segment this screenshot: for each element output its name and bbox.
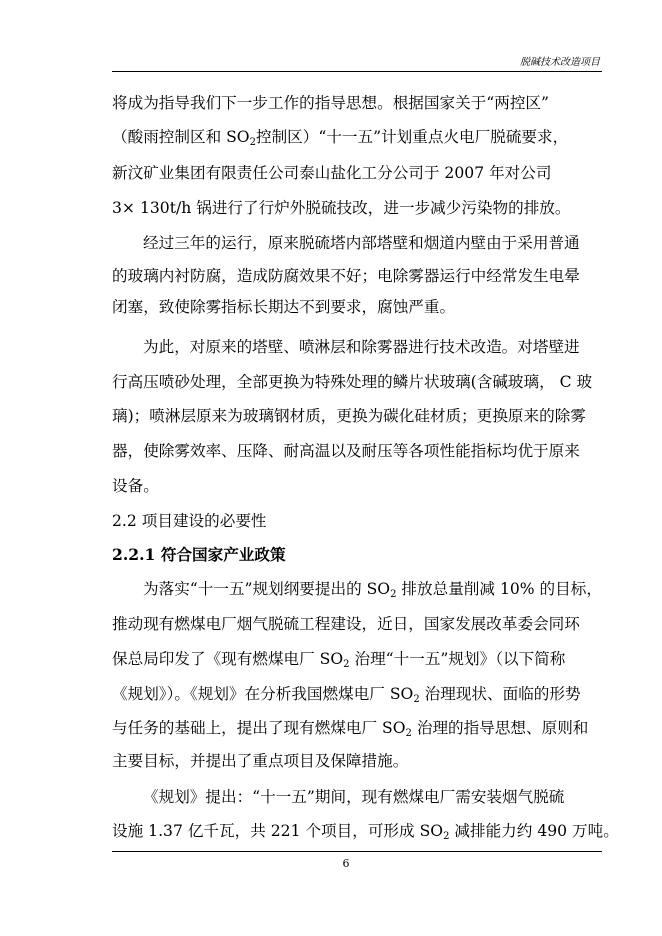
- subscript: 2: [405, 728, 412, 739]
- text-segment: 治理的指导思想、原则和: [411, 719, 589, 737]
- subsection-heading: 2.2.1 符合国家产业政策: [112, 545, 286, 564]
- subscript: 2: [390, 589, 397, 600]
- text-line: 经过三年的运行，原来脱硫塔内部塔壁和烟道内壁由于采用普通: [143, 234, 580, 252]
- text-line: 行高压喷砂处理，全部更换为特殊处理的鳞片状玻璃(含碱玻璃， C 玻: [112, 373, 593, 391]
- text-segment: 设施 1.37 亿千瓦，共 221 个项目，可形成 SO: [112, 822, 444, 840]
- text-segment: （酸雨控制区和 SO: [112, 128, 250, 146]
- text-segment: 保总局印发了《现有燃煤电厂 SO: [112, 650, 344, 668]
- header-title: 脱碱技术改造项目: [520, 57, 600, 68]
- text-line: 新汶矿业集团有限责任公司泰山盐化工分公司于 2007 年对公司: [112, 164, 552, 182]
- header-rule: [112, 71, 602, 72]
- text-segment: 排放总量削减 10% 的目标，: [396, 580, 602, 598]
- text-line: [112, 821, 619, 841]
- footer-rule: [112, 851, 602, 852]
- text-line: [112, 649, 565, 669]
- text-line: [112, 684, 581, 704]
- text-segment: 减排能力约 490 万吨。: [449, 822, 619, 840]
- text-line: 推动现有燃煤电厂烟气脱硫工程建设，近日，国家发展改革委会同环: [112, 615, 580, 633]
- text-line: 闭塞，致使除雾指标长期达不到要求，腐蚀严重。: [112, 298, 456, 316]
- text-segment: 为落实“十一五”规划纲要提出的 SO: [143, 580, 391, 598]
- subscript: 2: [343, 659, 350, 670]
- text-line: 3× 130t/h 锅进行了行炉外脱硫技改，进一步减少污染物的排放。: [112, 199, 571, 217]
- text-line: 设备。: [112, 477, 159, 495]
- text-line: [112, 127, 568, 147]
- text-segment: 治理现状、面临的形势: [419, 685, 581, 703]
- section-heading: 2.2 项目建设的必要性: [112, 512, 267, 530]
- text-line: 《规划》提出：“十一五”期间，现有燃煤电厂需安装烟气脱硫: [143, 788, 565, 806]
- text-line: 器，使除雾效率、压降、耐高温以及耐压等各项性能指标均优于原来: [112, 442, 580, 460]
- text-line: [143, 579, 602, 599]
- text-segment: 与任务的基础上，提出了现有燃煤电厂 SO: [112, 719, 406, 737]
- page-number: 6: [342, 857, 350, 870]
- subscript: 2: [413, 694, 420, 705]
- text-line: 主要目标，并提出了重点项目及保障措施。: [112, 752, 409, 770]
- text-line: [112, 718, 588, 738]
- text-segment: 控制区）“十一五”计划重点火电厂脱硫要求，: [255, 128, 569, 146]
- text-line: 为此，对原来的塔壁、喷淋层和除雾器进行技术改造。对塔壁进: [143, 338, 580, 356]
- subscript: 2: [249, 137, 256, 148]
- text-segment: 《规划》）。《规划》在分析我国燃煤电厂 SO: [112, 685, 414, 703]
- text-segment: 治理“十一五”规划》（以下简称: [349, 650, 566, 668]
- text-line: 的玻璃内衬防腐，造成防腐效果不好；电除雾器运行中经常发生电晕: [112, 267, 580, 285]
- text-line: 将成为指导我们下一步工作的指导思想。根据国家关于“两控区”: [112, 94, 549, 112]
- text-line: 璃)；喷淋层原来为玻璃钢材质，更换为碳化硅材质；更换原来的除雾: [112, 407, 586, 425]
- subscript: 2: [443, 831, 450, 842]
